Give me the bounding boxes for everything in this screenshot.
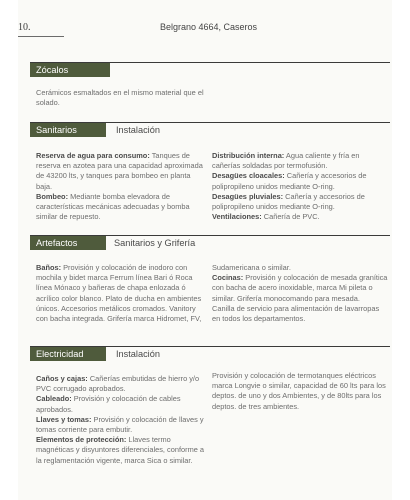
spec-paragraph	[212, 192, 388, 212]
spec-paragraph	[212, 263, 388, 273]
page-address: Belgrano 4664, Caseros	[160, 22, 258, 32]
electricidad-right-column	[212, 371, 388, 412]
spec-label: Reserva de agua para consumo:	[36, 151, 150, 160]
spec-text: Provisión y colocación de mesada granítica con bacha de acero inoxidable, marca Mi pileta o similar. Grifería monocomando para mesada.	[212, 273, 388, 303]
section-header	[30, 236, 390, 250]
spec-paragraph	[36, 374, 208, 394]
section-subtitle: Sanitarios y Grifería	[114, 238, 196, 248]
spec-text: Cañería y accesorios de polipropileno unidos mediante O-ring.	[212, 171, 367, 191]
section-sanitarios	[30, 122, 390, 232]
electricidad-left-column	[36, 374, 208, 466]
spec-text: Canilla de servicio para alimentación de lavarropas en todos los departamentos.	[212, 303, 380, 324]
page-number-rule	[18, 36, 64, 37]
spec-text: Cañería y accesorios de polipropileno unidos mediante O-ring.	[212, 191, 365, 212]
spec-label: Caños y cajas:	[36, 374, 88, 383]
spec-label: Llaves y tomas:	[36, 414, 92, 424]
section-header	[30, 123, 390, 137]
section-zocalos	[30, 62, 390, 120]
section-title: Artefactos	[30, 236, 106, 250]
zocalos-text: Cerámicos esmaltados en el mismo material que el solado.	[36, 88, 204, 108]
section-title: Zócalos	[30, 63, 110, 77]
artefactos-left-column	[36, 263, 208, 324]
spec-label: Desagües pluviales:	[212, 191, 284, 201]
section-artefactos	[30, 235, 390, 345]
spec-text: Agua caliente y fría en cañerías soldadas por termofusión.	[212, 151, 360, 171]
spec-label: Baños:	[36, 263, 62, 272]
spec-paragraph	[212, 151, 388, 171]
spec-text: Provisión y colocación de inodoro con mochila y bidet marca Ferrum línea Bari ó Roca línea Mónaco y bañeras de chapa enlozada ó acrílico color blanco. Plato de ducha en ambientes únicos. Accesorios metálicos cromados. Vanitory con bacha integrada. Grifería marca Hidromet, FV,	[36, 263, 202, 324]
artefactos-right-column	[212, 263, 388, 324]
spec-paragraph	[212, 273, 388, 304]
spec-label: Desagües cloacales:	[212, 171, 285, 181]
page-number: 10.	[18, 22, 31, 33]
spec-label: Distribución interna:	[212, 151, 285, 160]
spec-label: Cocinas:	[212, 273, 244, 283]
sanitarios-left-column	[36, 151, 208, 222]
section-subtitle: Instalación	[116, 125, 160, 135]
spec-paragraph	[36, 394, 208, 414]
section-header	[30, 63, 390, 77]
spec-label: Ventilaciones:	[212, 212, 262, 222]
spec-text: Cañería de PVC.	[261, 212, 320, 222]
section-electricidad	[30, 346, 390, 486]
spec-paragraph	[212, 371, 388, 412]
spec-text: Sudamericana o similar.	[212, 263, 291, 272]
spec-paragraph	[36, 263, 208, 324]
spec-text: Tanques de reserva en azotea para una capacidad aproximada de 43200 lts, y tanques para bombeo en planta baja.	[36, 151, 203, 191]
spec-text: Provisión y colocación de llaves y tomas corriente para embutir.	[36, 414, 204, 435]
section-title: Electricidad	[30, 347, 106, 361]
spec-paragraph	[212, 304, 388, 324]
spec-label: Elementos de protección:	[36, 435, 127, 445]
section-header	[30, 347, 390, 361]
section-subtitle: Instalación	[116, 349, 160, 359]
spec-paragraph	[212, 212, 388, 222]
spec-text: Cañerías embutidas de hierro y/o PVC corrugado aprobados.	[36, 374, 200, 394]
spec-paragraph	[36, 151, 208, 192]
spec-text: Provisión y colocación de cables aprobados.	[36, 394, 181, 414]
section-title: Sanitarios	[30, 123, 106, 137]
spec-label: Cableado:	[36, 394, 72, 404]
spec-label: Bombeo:	[36, 191, 69, 201]
spec-text: Llaves termo magnéticas y disyuntores diferenciales, conforme a la reglamentación vigente, marca Sica o similar.	[36, 435, 205, 465]
spec-paragraph	[36, 192, 208, 223]
spec-text: Mediante bomba elevadora de características mecánicas adecuadas y bomba similar de repuesto.	[36, 191, 190, 222]
spec-paragraph	[212, 171, 388, 191]
spec-paragraph	[36, 415, 208, 435]
spec-paragraph	[36, 435, 208, 466]
spec-text: Provisión y colocación de termotanques eléctricos marca Longvie o similar, capacidad de 60 lts para los deptos. de uno y dos Ambientes, y de 80lts para los deptos. de tres ambientes.	[212, 371, 386, 411]
sanitarios-right-column	[212, 151, 388, 222]
